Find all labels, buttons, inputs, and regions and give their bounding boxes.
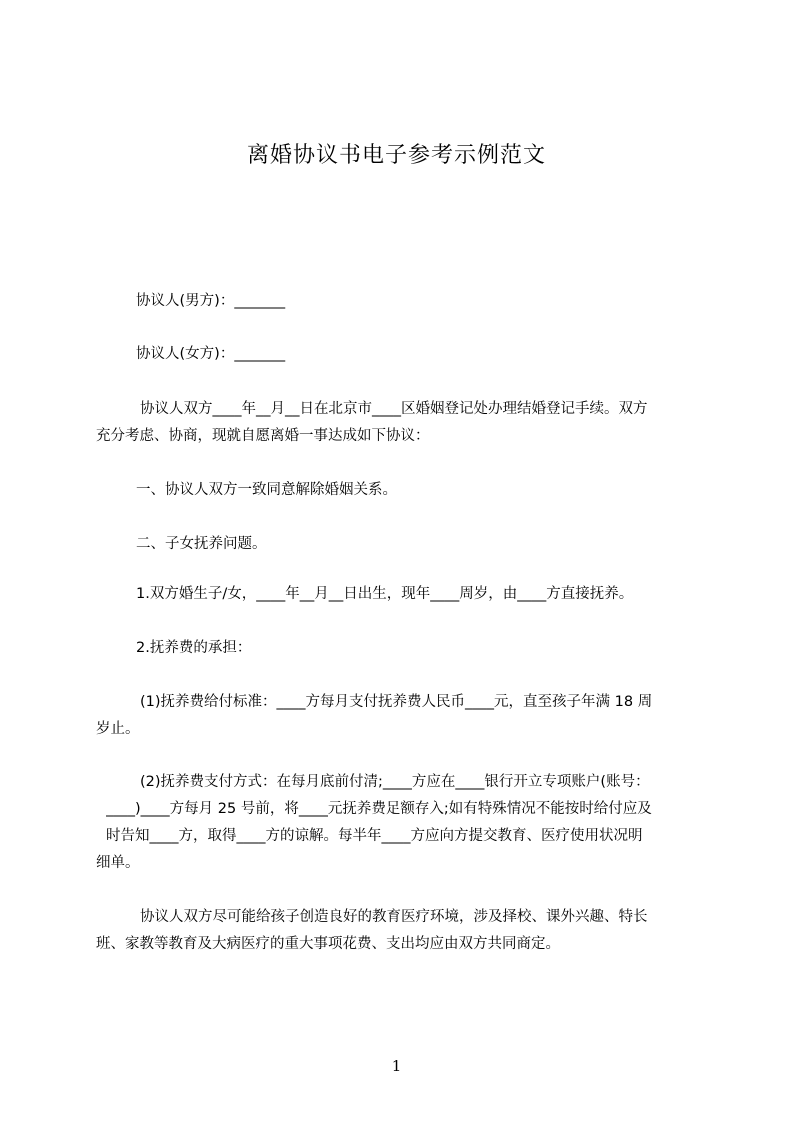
education-paragraph-line-2: 班、家教等教育及大病医疗的重大事项花费、支出均应由双方共同商定。 [96,936,560,952]
child-info-line: 1.双方婚生子/女，____年__月__日出生，现年____周岁，由____方直接抚养。 [136,586,634,602]
intro-paragraph-line-2: 充分考虑、协商，现就自愿离婚一事达成如下协议： [96,428,430,444]
party-male-line: 协议人(男方)：_______ [136,293,286,309]
intro-paragraph-line-1: 协议人双方____年__月__日在北京市____区婚姻登记处办理结婚登记手续。双方 [140,401,648,417]
clause-2-heading: 二、子女抚养问题。 [136,536,267,552]
support-standard-line-1: (1)抚养费给付标准：____方每月支付抚养费人民币____元，直至孩子年满 18 周 [140,694,653,710]
support-fee-heading: 2.抚养费的承担： [136,640,252,656]
clause-1-heading: 一、协议人双方一致同意解除婚姻关系。 [136,482,397,498]
support-standard-line-2: 岁止。 [96,721,140,737]
education-paragraph-line-1: 协议人双方尽可能给孩子创造良好的教育医疗环境，涉及择校、课外兴趣、特长 [140,909,648,925]
document-title: 离婚协议书电子参考示例范文 [246,143,546,168]
payment-method-line-3: 时告知____方，取得____方的谅解。每半年____方应向方提交教育、医疗使用状况明 [106,828,643,844]
payment-method-line-4: 细单。 [96,855,140,871]
payment-method-line-2: ____)____方每月 25 号前，将____元抚养费足额存入;如有特殊情况不能按时给付应及 [106,801,652,817]
page-number: 1 [391,1057,402,1075]
payment-method-line-1: (2)抚养费支付方式：在每月底前付清;____方应在____银行开立专项账户(账号： [140,774,650,790]
party-female-line: 协议人(女方)：_______ [136,346,286,362]
